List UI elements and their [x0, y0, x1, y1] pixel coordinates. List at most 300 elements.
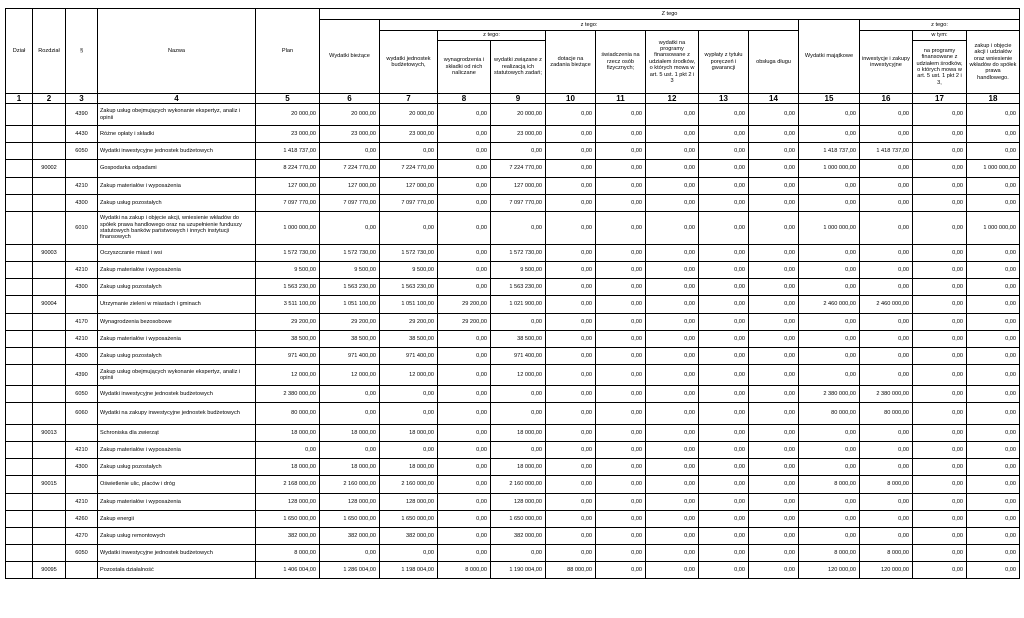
cell-rozdzial	[33, 348, 66, 365]
cell-value: 20 000,00	[320, 104, 380, 126]
cell-value: 0,00	[860, 442, 913, 459]
cell-value: 0,00	[749, 545, 799, 562]
cell-nazwa: Różne opłaty i składki	[98, 126, 256, 143]
cell-value: 0,00	[646, 403, 699, 425]
cell-dzial	[6, 126, 33, 143]
cell-value: 0,00	[967, 494, 1020, 511]
column-number: 17	[913, 94, 967, 104]
cell-value: 0,00	[380, 545, 438, 562]
cell-value: 0,00	[380, 143, 438, 160]
cell-rozdzial	[33, 403, 66, 425]
cell-value: 0,00	[749, 348, 799, 365]
header-wydatki-biezace: Wydatki bieżące	[320, 20, 380, 94]
cell-value: 0,00	[646, 348, 699, 365]
cell-value: 1 563 230,00	[256, 279, 320, 296]
cell-value: 0,00	[860, 459, 913, 476]
cell-value: 0,00	[749, 562, 799, 579]
table-row	[6, 348, 1020, 365]
table-row	[6, 143, 1020, 160]
cell-dzial	[6, 365, 33, 386]
column-number: 14	[749, 94, 799, 104]
budget-sheet	[5, 8, 1020, 579]
cell-value: 0,00	[967, 348, 1020, 365]
cell-value: 0,00	[799, 178, 860, 195]
cell-nazwa: Schroniska dla zwierząt	[98, 425, 256, 442]
cell-value: 0,00	[860, 178, 913, 195]
cell-value: 0,00	[699, 143, 749, 160]
cell-dzial	[6, 442, 33, 459]
cell-nazwa: Zakup usług pozostałych	[98, 459, 256, 476]
table-row	[6, 476, 1020, 494]
cell-rozdzial	[33, 262, 66, 279]
cell-value: 1 051 100,00	[320, 296, 380, 314]
cell-value: 8 000,00	[799, 545, 860, 562]
cell-value: 0,00	[699, 212, 749, 245]
table-row	[6, 425, 1020, 442]
cell-value: 0,00	[438, 476, 491, 494]
cell-value: 0,00	[913, 348, 967, 365]
cell-value: 0,00	[749, 442, 799, 459]
cell-value: 0,00	[546, 442, 596, 459]
cell-value: 0,00	[646, 178, 699, 195]
cell-value: 0,00	[438, 494, 491, 511]
cell-value: 0,00	[646, 331, 699, 348]
cell-value: 1 650 000,00	[256, 511, 320, 528]
table-row	[6, 494, 1020, 511]
cell-value: 12 000,00	[256, 365, 320, 386]
cell-value: 0,00	[546, 262, 596, 279]
cell-value: 0,00	[749, 178, 799, 195]
cell-value: 0,00	[749, 314, 799, 331]
column-number: 2	[33, 94, 66, 104]
cell-paragraf: 4300	[66, 348, 98, 365]
cell-value: 20 000,00	[380, 104, 438, 126]
cell-nazwa: Utrzymanie zieleni w miastach i gminach	[98, 296, 256, 314]
cell-value: 0,00	[799, 511, 860, 528]
cell-value: 8 000,00	[799, 476, 860, 494]
cell-nazwa: Zakup usług obejmujących wykonanie ekspertyz, analiz i opinii	[98, 104, 256, 126]
cell-value: 0,00	[699, 195, 749, 212]
cell-value: 2 160 000,00	[491, 476, 546, 494]
cell-value: 18 000,00	[380, 459, 438, 476]
header-wydatki-programy: wydatki na programy finansowane z udziałem środków, o których mowa w art. 5 ust. 1 pkt 2 i 3	[646, 31, 699, 94]
cell-value: 127 000,00	[491, 178, 546, 195]
cell-value: 0,00	[799, 195, 860, 212]
cell-value: 0,00	[699, 528, 749, 545]
header-z-tego: Z tego	[320, 9, 1020, 20]
cell-value: 0,00	[913, 143, 967, 160]
cell-value: 0,00	[913, 528, 967, 545]
cell-value: 0,00	[646, 476, 699, 494]
cell-value: 0,00	[967, 331, 1020, 348]
cell-value: 0,00	[596, 459, 646, 476]
header-z-tego-majatkowe: z tego:	[860, 20, 1020, 31]
cell-paragraf: 6060	[66, 403, 98, 425]
cell-value: 0,00	[438, 386, 491, 403]
cell-value: 0,00	[699, 279, 749, 296]
cell-value: 0,00	[967, 403, 1020, 425]
cell-paragraf	[66, 562, 98, 579]
cell-value: 0,00	[860, 195, 913, 212]
cell-paragraf	[66, 160, 98, 178]
cell-value: 0,00	[749, 296, 799, 314]
cell-value: 0,00	[380, 442, 438, 459]
cell-value: 0,00	[491, 212, 546, 245]
cell-value: 0,00	[596, 279, 646, 296]
cell-value: 0,00	[320, 212, 380, 245]
header-rozdzial: Rozdział	[33, 9, 66, 94]
cell-value: 0,00	[967, 104, 1020, 126]
cell-value: 0,00	[596, 178, 646, 195]
column-number: 8	[438, 94, 491, 104]
cell-value: 7 224 770,00	[380, 160, 438, 178]
cell-value: 0,00	[438, 178, 491, 195]
cell-value: 2 380 000,00	[799, 386, 860, 403]
cell-value: 0,00	[699, 459, 749, 476]
cell-nazwa: Zakup usług obejmujących wykonanie ekspertyz, analiz i opinii	[98, 365, 256, 386]
cell-nazwa: Wydatki inwestycyjne jednostek budżetowych	[98, 143, 256, 160]
cell-value: 0,00	[749, 104, 799, 126]
cell-value: 0,00	[546, 494, 596, 511]
cell-value: 0,00	[546, 296, 596, 314]
cell-dzial	[6, 476, 33, 494]
cell-value: 0,00	[749, 494, 799, 511]
cell-value: 0,00	[699, 562, 749, 579]
cell-value: 0,00	[438, 459, 491, 476]
cell-value: 80 000,00	[799, 403, 860, 425]
cell-value: 1 406 004,00	[256, 562, 320, 579]
column-number: 5	[256, 94, 320, 104]
cell-rozdzial	[33, 528, 66, 545]
cell-value: 0,00	[913, 279, 967, 296]
cell-nazwa: Wydatki na zakup i objęcie akcji, wniesienie wkładów do spółek prawa handlowego oraz na uzupełnienie funduszy statutowych banków państwowych i innych instytucji finansowych	[98, 212, 256, 245]
cell-value: 38 500,00	[491, 331, 546, 348]
cell-rozdzial	[33, 365, 66, 386]
header-paragraf: §	[66, 9, 98, 94]
cell-value: 0,00	[546, 476, 596, 494]
column-number: 6	[320, 94, 380, 104]
cell-value: 0,00	[749, 459, 799, 476]
cell-value: 0,00	[699, 386, 749, 403]
cell-value: 0,00	[799, 425, 860, 442]
cell-value: 0,00	[546, 279, 596, 296]
cell-value: 0,00	[749, 331, 799, 348]
cell-value: 0,00	[646, 126, 699, 143]
cell-value: 128 000,00	[320, 494, 380, 511]
cell-value: 0,00	[546, 511, 596, 528]
cell-value: 0,00	[491, 314, 546, 331]
cell-value: 1 650 000,00	[491, 511, 546, 528]
cell-value: 0,00	[860, 365, 913, 386]
cell-value: 0,00	[596, 195, 646, 212]
cell-value: 0,00	[967, 143, 1020, 160]
column-number: 7	[380, 94, 438, 104]
cell-value: 0,00	[799, 459, 860, 476]
cell-rozdzial	[33, 279, 66, 296]
column-number: 12	[646, 94, 699, 104]
cell-value: 0,00	[749, 245, 799, 262]
cell-nazwa: Zakup materiałów i wyposażenia	[98, 331, 256, 348]
cell-value: 0,00	[438, 365, 491, 386]
cell-value: 0,00	[320, 403, 380, 425]
column-number-row	[6, 94, 1020, 104]
header-obsluga-dlugu: obsługa długu	[749, 31, 799, 94]
cell-value: 18 000,00	[256, 459, 320, 476]
cell-value: 0,00	[860, 279, 913, 296]
cell-value: 1 000 000,00	[967, 212, 1020, 245]
cell-paragraf: 6050	[66, 386, 98, 403]
cell-value: 0,00	[913, 459, 967, 476]
cell-value: 0,00	[438, 160, 491, 178]
cell-value: 0,00	[860, 104, 913, 126]
cell-value: 0,00	[799, 262, 860, 279]
cell-value: 0,00	[491, 386, 546, 403]
cell-rozdzial	[33, 386, 66, 403]
cell-value: 2 460 000,00	[860, 296, 913, 314]
cell-nazwa: Wydatki inwestycyjne jednostek budżetowych	[98, 545, 256, 562]
cell-value: 0,00	[749, 126, 799, 143]
cell-value: 128 000,00	[491, 494, 546, 511]
table-row	[6, 126, 1020, 143]
column-number: 18	[967, 94, 1020, 104]
cell-paragraf: 4210	[66, 442, 98, 459]
cell-value: 0,00	[546, 459, 596, 476]
cell-value: 0,00	[646, 511, 699, 528]
cell-value: 0,00	[596, 143, 646, 160]
cell-value: 0,00	[913, 104, 967, 126]
cell-value: 2 380 000,00	[256, 386, 320, 403]
cell-value: 0,00	[699, 331, 749, 348]
cell-value: 0,00	[596, 314, 646, 331]
cell-value: 0,00	[320, 386, 380, 403]
cell-nazwa: Zakup energii	[98, 511, 256, 528]
cell-value: 29 200,00	[438, 314, 491, 331]
cell-value: 127 000,00	[320, 178, 380, 195]
cell-value: 2 160 000,00	[320, 476, 380, 494]
cell-value: 0,00	[546, 160, 596, 178]
cell-value: 0,00	[596, 442, 646, 459]
cell-value: 0,00	[491, 143, 546, 160]
cell-value: 0,00	[967, 314, 1020, 331]
cell-value: 0,00	[596, 425, 646, 442]
cell-value: 9 500,00	[491, 262, 546, 279]
column-number: 4	[98, 94, 256, 104]
cell-paragraf: 4170	[66, 314, 98, 331]
cell-value: 0,00	[596, 212, 646, 245]
cell-paragraf: 4210	[66, 331, 98, 348]
cell-rozdzial	[33, 459, 66, 476]
column-number: 1	[6, 94, 33, 104]
cell-value: 0,00	[646, 143, 699, 160]
header-wyplaty: wypłaty z tytułu poręczeń i gwarancji	[699, 31, 749, 94]
cell-value: 1 563 230,00	[380, 279, 438, 296]
cell-value: 0,00	[799, 442, 860, 459]
cell-value: 0,00	[749, 528, 799, 545]
cell-value: 7 224 770,00	[320, 160, 380, 178]
cell-value: 29 200,00	[380, 314, 438, 331]
cell-value: 0,00	[913, 126, 967, 143]
cell-dzial	[6, 562, 33, 579]
cell-value: 9 500,00	[380, 262, 438, 279]
cell-dzial	[6, 296, 33, 314]
cell-value: 0,00	[860, 425, 913, 442]
header-plan: Plan	[256, 9, 320, 94]
cell-value: 1 198 004,00	[380, 562, 438, 579]
cell-value: 0,00	[546, 314, 596, 331]
cell-value: 0,00	[596, 403, 646, 425]
cell-value: 20 000,00	[256, 104, 320, 126]
table-row	[6, 528, 1020, 545]
header-z-tego-biezace: z tego:	[380, 20, 799, 31]
cell-value: 0,00	[438, 126, 491, 143]
cell-value: 18 000,00	[491, 459, 546, 476]
cell-value: 127 000,00	[256, 178, 320, 195]
cell-value: 0,00	[860, 511, 913, 528]
cell-nazwa: Pozostała działalność	[98, 562, 256, 579]
cell-value: 0,00	[799, 348, 860, 365]
cell-value: 1 572 730,00	[320, 245, 380, 262]
cell-value: 0,00	[860, 160, 913, 178]
cell-value: 0,00	[596, 562, 646, 579]
cell-dzial	[6, 348, 33, 365]
cell-value: 0,00	[380, 212, 438, 245]
cell-value: 38 500,00	[320, 331, 380, 348]
cell-rozdzial	[33, 143, 66, 160]
cell-rozdzial	[33, 212, 66, 245]
cell-value: 0,00	[438, 262, 491, 279]
cell-value: 382 000,00	[380, 528, 438, 545]
cell-value: 1 000 000,00	[967, 160, 1020, 178]
table-row	[6, 331, 1020, 348]
cell-value: 0,00	[860, 314, 913, 331]
cell-value: 0,00	[491, 442, 546, 459]
cell-value: 0,00	[860, 331, 913, 348]
cell-value: 1 572 730,00	[380, 245, 438, 262]
cell-value: 0,00	[438, 143, 491, 160]
cell-value: 8 000,00	[438, 562, 491, 579]
column-number: 3	[66, 94, 98, 104]
cell-value: 0,00	[913, 365, 967, 386]
cell-value: 382 000,00	[256, 528, 320, 545]
cell-value: 0,00	[913, 296, 967, 314]
header-swiadczenia: świadczenia na rzecz osób fizycznych;	[596, 31, 646, 94]
cell-value: 0,00	[699, 365, 749, 386]
cell-rozdzial: 90003	[33, 245, 66, 262]
cell-dzial	[6, 160, 33, 178]
cell-value: 38 500,00	[380, 331, 438, 348]
cell-value: 0,00	[646, 104, 699, 126]
cell-value: 0,00	[699, 442, 749, 459]
cell-value: 0,00	[438, 442, 491, 459]
cell-rozdzial	[33, 442, 66, 459]
cell-value: 1 572 730,00	[491, 245, 546, 262]
cell-dzial	[6, 195, 33, 212]
cell-value: 0,00	[967, 386, 1020, 403]
cell-value: 0,00	[596, 476, 646, 494]
header-zakup-akcji: zakup i objęcie akcji i udziałów oraz wniesienie wkładów do spółek prawa handlowego.	[967, 31, 1020, 94]
cell-value: 0,00	[546, 245, 596, 262]
cell-value: 2 168 000,00	[256, 476, 320, 494]
cell-value: 0,00	[699, 476, 749, 494]
cell-value: 0,00	[646, 160, 699, 178]
cell-value: 0,00	[646, 562, 699, 579]
cell-value: 128 000,00	[256, 494, 320, 511]
cell-value: 0,00	[749, 160, 799, 178]
cell-value: 0,00	[699, 314, 749, 331]
cell-value: 0,00	[438, 545, 491, 562]
table-row	[6, 365, 1020, 386]
cell-dzial	[6, 262, 33, 279]
cell-value: 0,00	[860, 126, 913, 143]
cell-paragraf	[66, 425, 98, 442]
cell-value: 0,00	[256, 442, 320, 459]
cell-value: 1 000 000,00	[799, 160, 860, 178]
cell-value: 0,00	[967, 178, 1020, 195]
cell-value: 382 000,00	[491, 528, 546, 545]
cell-value: 971 400,00	[320, 348, 380, 365]
cell-value: 0,00	[491, 545, 546, 562]
cell-value: 0,00	[546, 528, 596, 545]
cell-value: 0,00	[699, 348, 749, 365]
cell-value: 971 400,00	[380, 348, 438, 365]
cell-dzial	[6, 528, 33, 545]
cell-value: 0,00	[596, 365, 646, 386]
cell-value: 0,00	[491, 403, 546, 425]
table-row	[6, 403, 1020, 425]
cell-value: 0,00	[749, 425, 799, 442]
cell-dzial	[6, 212, 33, 245]
cell-value: 0,00	[967, 442, 1020, 459]
table-row	[6, 178, 1020, 195]
cell-rozdzial	[33, 511, 66, 528]
cell-value: 8 224 770,00	[256, 160, 320, 178]
cell-paragraf	[66, 476, 98, 494]
cell-value: 0,00	[320, 545, 380, 562]
cell-value: 0,00	[546, 143, 596, 160]
cell-value: 971 400,00	[256, 348, 320, 365]
cell-value: 0,00	[438, 425, 491, 442]
cell-value: 0,00	[596, 126, 646, 143]
cell-value: 0,00	[913, 212, 967, 245]
cell-nazwa: Zakup usług pozostałych	[98, 279, 256, 296]
cell-value: 0,00	[913, 178, 967, 195]
column-number: 13	[699, 94, 749, 104]
cell-value: 1 418 737,00	[256, 143, 320, 160]
cell-value: 1 190 004,00	[491, 562, 546, 579]
cell-value: 0,00	[699, 178, 749, 195]
cell-value: 18 000,00	[320, 425, 380, 442]
cell-value: 0,00	[860, 245, 913, 262]
cell-value: 23 000,00	[380, 126, 438, 143]
cell-value: 0,00	[913, 476, 967, 494]
cell-value: 8 000,00	[860, 545, 913, 562]
cell-value: 0,00	[860, 494, 913, 511]
cell-value: 12 000,00	[491, 365, 546, 386]
cell-rozdzial: 90095	[33, 562, 66, 579]
table-row	[6, 442, 1020, 459]
cell-value: 1 021 900,00	[491, 296, 546, 314]
cell-value: 0,00	[749, 365, 799, 386]
cell-value: 0,00	[967, 459, 1020, 476]
cell-value: 1 418 737,00	[799, 143, 860, 160]
cell-value: 0,00	[913, 386, 967, 403]
cell-paragraf: 6050	[66, 143, 98, 160]
cell-value: 0,00	[799, 104, 860, 126]
cell-value: 0,00	[967, 262, 1020, 279]
cell-paragraf: 4260	[66, 511, 98, 528]
cell-rozdzial	[33, 494, 66, 511]
cell-value: 0,00	[749, 212, 799, 245]
